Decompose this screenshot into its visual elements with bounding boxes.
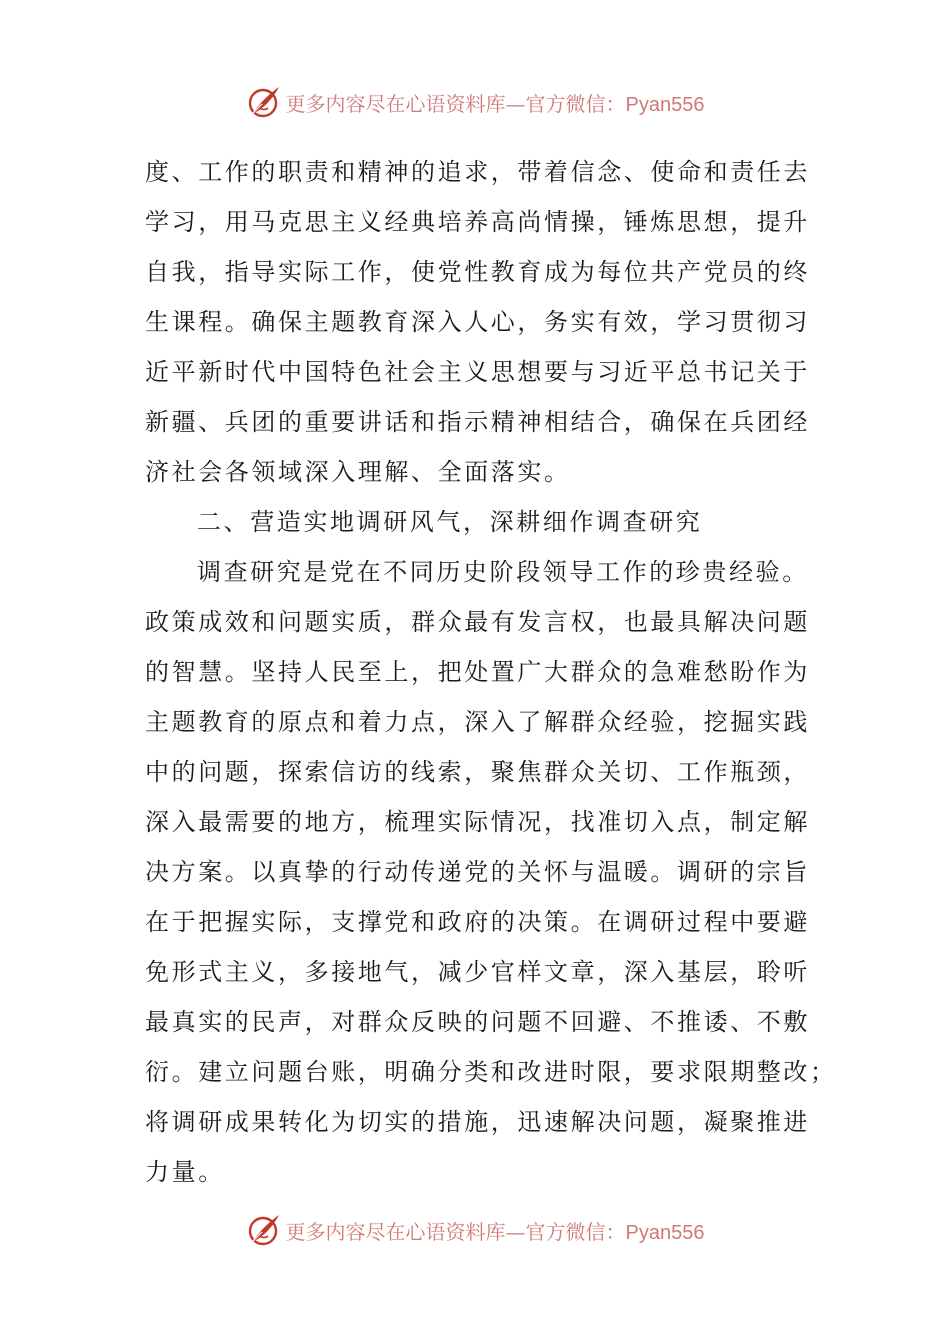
header-banner: [0, 82, 950, 122]
banner-wechat-id: Pyan556: [625, 93, 705, 116]
body-line: 决方案。以真挚的行动传递党的关怀与温暖。调研的宗旨: [145, 858, 810, 886]
body-line: 政策成效和问题实质，群众最有发言权，也最具解决问题: [145, 608, 810, 636]
body-line: 近平新时代中国特色社会主义思想要与习近平总书记关于: [145, 358, 810, 386]
banner-text-cn: 更多内容尽在心语资料库—官方微信：: [285, 91, 626, 116]
quill-pen-logo-icon: [246, 84, 282, 120]
body-line: 力量。: [145, 1158, 225, 1186]
body-line: 调查研究是党在不同历史阶段领导工作的珍贵经验。: [197, 558, 809, 586]
document-body: [145, 147, 837, 1197]
body-line: 深入最需要的地方，梳理实际情况，找准切入点，制定解: [145, 808, 810, 836]
body-line: 最真实的民声，对群众反映的问题不回避、不推诿、不敷: [145, 1008, 810, 1036]
banner-text: [286, 88, 705, 117]
body-line: 新疆、兵团的重要讲话和指示精神相结合，确保在兵团经: [145, 408, 810, 436]
body-line: 自我，指导实际工作，使党性教育成为每位共产党员的终: [145, 258, 810, 286]
banner-wechat-id: Pyan556: [625, 1221, 705, 1244]
body-line: 中的问题，探索信访的线索，聚焦群众关切、工作瓶颈，: [145, 758, 810, 786]
body-line: 济社会各领域深入理解、全面落实。: [145, 458, 571, 486]
quill-pen-logo-icon: [246, 1212, 282, 1248]
body-line: 将调研成果转化为切实的措施，迅速解决问题，凝聚推进: [145, 1108, 810, 1136]
body-line: 学习，用马克思主义经典培养高尚情操，锤炼思想，提升: [145, 208, 810, 236]
body-line: 在于把握实际，支撑党和政府的决策。在调研过程中要避: [145, 908, 810, 936]
section-heading: 二、营造实地调研风气，深耕细作调查研究: [197, 508, 703, 536]
footer-banner: [0, 1210, 950, 1250]
body-line: 衍。建立问题台账，明确分类和改进时限，要求限期整改；: [145, 1058, 837, 1086]
banner-text-cn: 更多内容尽在心语资料库—官方微信：: [285, 1219, 626, 1244]
body-line: 生课程。确保主题教育深入人心，务实有效，学习贯彻习: [145, 308, 810, 336]
body-line: 免形式主义，多接地气，减少官样文章，深入基层，聆听: [145, 958, 810, 986]
banner-text: [286, 1216, 705, 1245]
body-line: 度、工作的职责和精神的追求，带着信念、使命和责任去: [145, 158, 810, 186]
body-line: 主题教育的原点和着力点，深入了解群众经验，挖掘实践: [145, 708, 810, 736]
body-line: 的智慧。坚持人民至上，把处置广大群众的急难愁盼作为: [145, 658, 810, 686]
